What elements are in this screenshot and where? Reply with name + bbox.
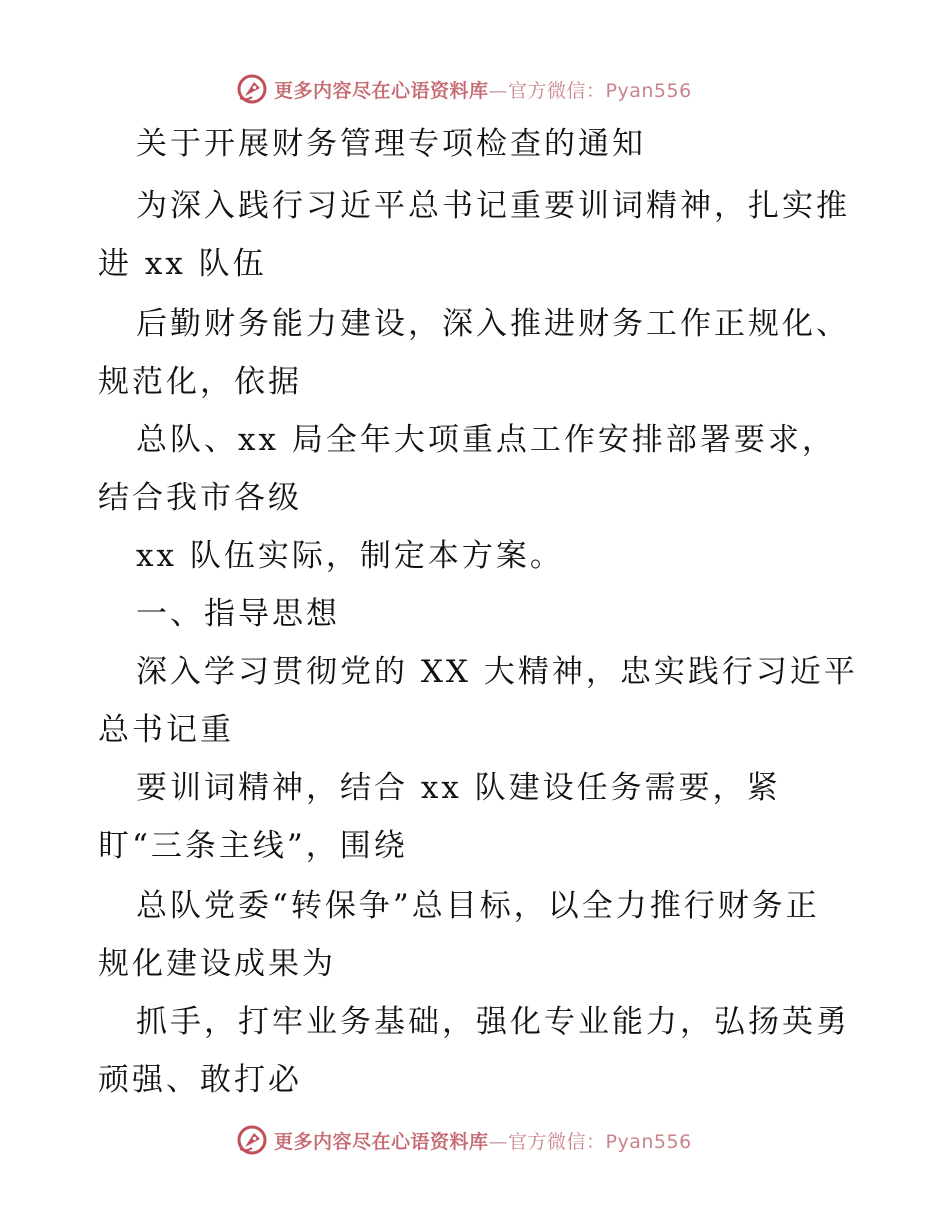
- header-brand: 更多内容尽在心语资料库: [274, 79, 489, 102]
- document-title: 关于开展财务管理专项检查的通知: [136, 126, 646, 162]
- header-account: 官方微信：Pyan556: [508, 79, 692, 102]
- pen-nib-logo-icon: [236, 73, 268, 105]
- paragraph-line: 总书记重: [98, 712, 234, 748]
- footer-separator: —: [488, 1130, 509, 1153]
- header-watermark-text: [274, 76, 692, 103]
- paragraph-line: 总队、xx 局全年大项重点工作安排部署要求，: [136, 422, 836, 458]
- footer-brand: 更多内容尽在心语资料库: [274, 1130, 489, 1153]
- section-heading: 一、指导思想: [136, 596, 340, 632]
- header-separator: —: [488, 79, 509, 102]
- footer-account: 官方微信：Pyan556: [508, 1130, 692, 1153]
- paragraph-line: 规化建设成果为: [98, 946, 336, 982]
- paragraph-line: 为深入践行习近平总书记重要训词精神，扎实推: [136, 188, 850, 224]
- paragraph-line: 深入学习贯彻党的 XX 大精神，忠实践行习近平: [136, 654, 858, 690]
- header-watermark: [236, 72, 692, 106]
- paragraph-line: 要训词精神，结合 xx 队建设任务需要，紧: [136, 770, 781, 806]
- paragraph-line: 盯“三条主线”，围绕: [98, 828, 408, 864]
- paragraph-line: 进 xx 队伍: [98, 246, 267, 282]
- paragraph-line: 顽强、敢打必: [98, 1062, 302, 1098]
- paragraph-line: 抓手，打牢业务基础，强化专业能力，弘扬英勇: [136, 1004, 850, 1040]
- pen-nib-logo-icon: [236, 1124, 268, 1156]
- paragraph-line: 后勤财务能力建设，深入推进财务工作正规化、: [136, 306, 850, 342]
- paragraph-line: 结合我市各级: [98, 480, 302, 516]
- footer-watermark-text: [274, 1127, 692, 1154]
- footer-watermark: [236, 1123, 692, 1157]
- paragraph-line: xx 队伍实际，制定本方案。: [136, 538, 564, 574]
- paragraph-line: 规范化，依据: [98, 364, 302, 400]
- paragraph-line: 总队党委“转保争”总目标，以全力推行财务正: [136, 888, 820, 924]
